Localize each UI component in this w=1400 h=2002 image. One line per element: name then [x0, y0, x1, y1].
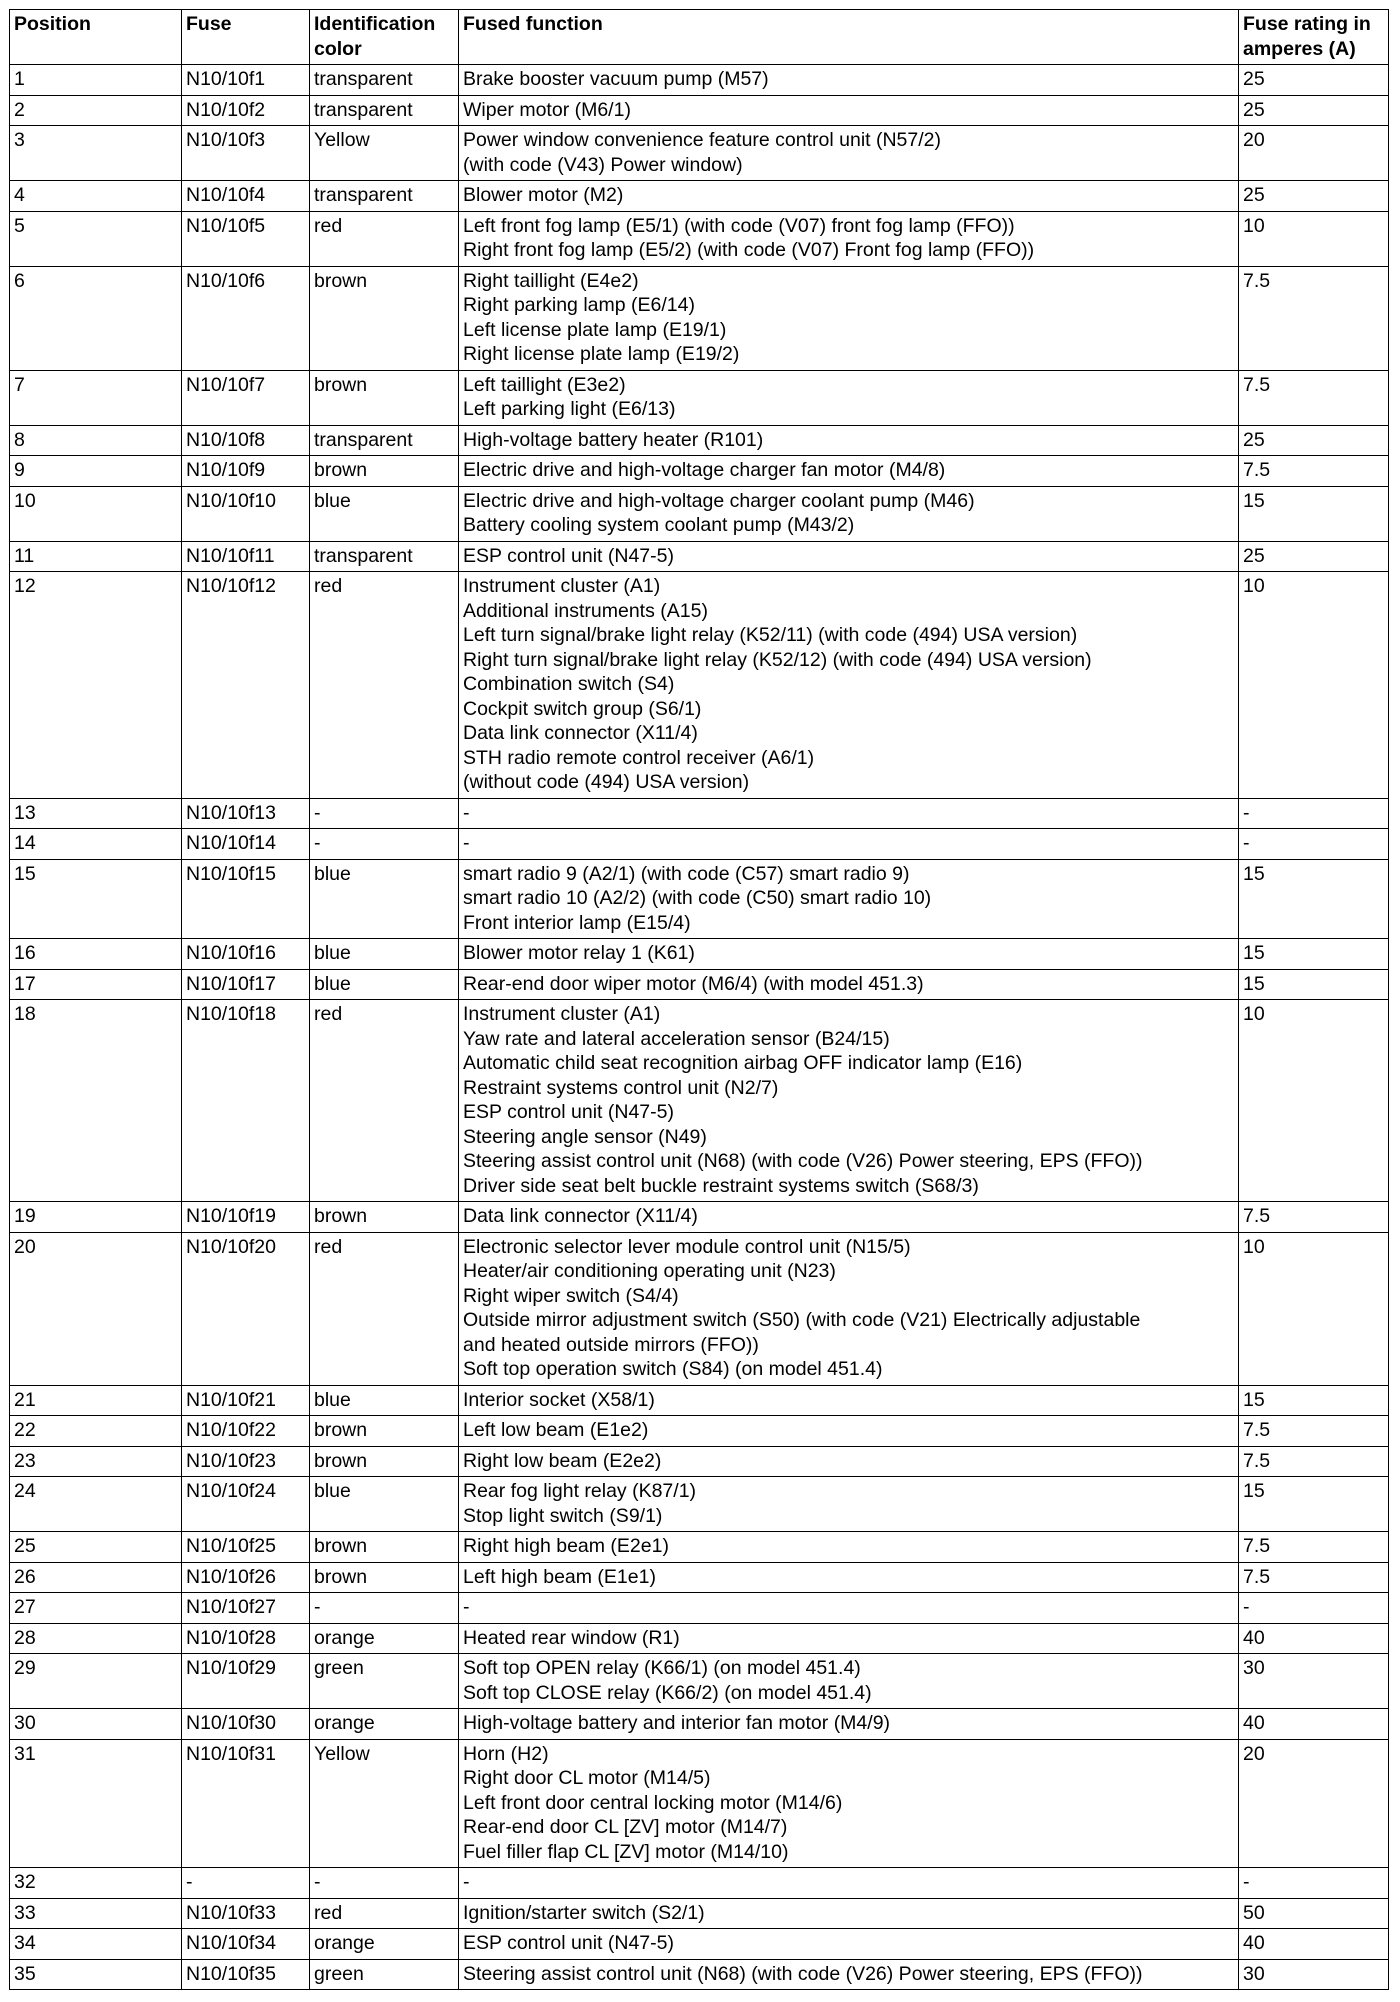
color-cell: -: [310, 829, 459, 860]
position-cell: 23: [10, 1446, 182, 1477]
position-cell: 19: [10, 1202, 182, 1233]
function-line: -: [463, 1596, 470, 1618]
rating-cell: 7.5: [1239, 266, 1389, 370]
function-line: -: [463, 801, 470, 824]
color-cell: blue: [310, 969, 459, 1000]
function-cell: [459, 1739, 1239, 1868]
function-cell: [459, 1898, 1239, 1929]
color-cell: brown: [310, 1446, 459, 1477]
function-line: Electric drive and high-voltage charger coolant pump (M46): [463, 489, 975, 512]
function-line: Left turn signal/brake light relay (K52/11) (with code (494) USA version): [463, 624, 1078, 646]
position-cell: 16: [10, 939, 182, 970]
position-cell: 18: [10, 1000, 182, 1202]
function-cell: [459, 541, 1239, 572]
fuse-cell: N10/10f10: [182, 486, 310, 541]
function-line: Blower motor relay 1 (K61): [463, 942, 695, 964]
function-line: Electronic selector lever module control unit (N15/5): [463, 1235, 911, 1258]
color-cell: transparent: [310, 425, 459, 456]
function-line: Instrument cluster (A1): [463, 575, 661, 597]
color-cell: -: [310, 1593, 459, 1624]
color-cell: green: [310, 1959, 459, 1990]
rating-cell: 7.5: [1239, 1202, 1389, 1233]
function-line: (with code (V43) Power window): [463, 153, 743, 176]
function-line: Interior socket (X58/1): [463, 1388, 655, 1411]
function-line: Cockpit switch group (S6/1): [463, 697, 702, 720]
function-line: (without code (494) USA version): [463, 771, 750, 793]
position-cell: 35: [10, 1959, 182, 1990]
rating-cell: -: [1239, 1593, 1389, 1624]
function-line: Rear-end door CL [ZV] motor (M14/7): [463, 1816, 788, 1838]
function-cell: [459, 1446, 1239, 1477]
rating-cell: 40: [1239, 1709, 1389, 1740]
function-line: Right front fog lamp (E5/2) (with code (V07) Front fog lamp (FFO)): [463, 239, 1035, 261]
table-row: [10, 1929, 1389, 1960]
rating-cell: 15: [1239, 1477, 1389, 1532]
function-cell: [459, 266, 1239, 370]
color-cell: brown: [310, 1416, 459, 1447]
function-line: Right parking lamp (E6/14): [463, 294, 695, 316]
position-cell: 12: [10, 572, 182, 799]
fuse-cell: N10/10f33: [182, 1898, 310, 1929]
function-line: smart radio 10 (A2/2) (with code (C50) smart radio 10): [463, 887, 932, 909]
function-line: High-voltage battery and interior fan motor (M4/9): [463, 1712, 891, 1734]
rating-cell: 25: [1239, 181, 1389, 212]
function-line: Right wiper switch (S4/4): [463, 1284, 679, 1307]
function-line: -: [463, 832, 470, 854]
function-cell: [459, 1477, 1239, 1532]
table-row: [10, 939, 1389, 970]
rating-cell: 10: [1239, 1000, 1389, 1202]
function-line: Data link connector (X11/4): [463, 1205, 698, 1227]
position-cell: 20: [10, 1232, 182, 1385]
position-cell: 31: [10, 1739, 182, 1868]
function-line: Electric drive and high-voltage charger fan motor (M4/8): [463, 459, 946, 481]
function-line: Left low beam (E1e2): [463, 1419, 649, 1441]
function-cell: [459, 859, 1239, 939]
fuse-table: [9, 9, 1389, 1990]
fuse-cell: N10/10f15: [182, 859, 310, 939]
function-cell: [459, 1000, 1239, 1202]
function-line: Left high beam (E1e1): [463, 1565, 656, 1588]
table-row: [10, 1446, 1389, 1477]
function-cell: [459, 939, 1239, 970]
rating-cell: 15: [1239, 486, 1389, 541]
function-cell: [459, 126, 1239, 181]
rating-cell: 50: [1239, 1898, 1389, 1929]
function-cell: [459, 1416, 1239, 1447]
position-cell: 30: [10, 1709, 182, 1740]
color-cell: transparent: [310, 541, 459, 572]
function-cell: [459, 1929, 1239, 1960]
function-line: Front interior lamp (E15/4): [463, 911, 691, 934]
table-row: [10, 969, 1389, 1000]
table-row: [10, 456, 1389, 487]
position-cell: 33: [10, 1898, 182, 1929]
header-fuse-rating: Fuse rating in amperes (A): [1239, 10, 1389, 65]
rating-cell: 7.5: [1239, 456, 1389, 487]
function-cell: [459, 486, 1239, 541]
position-cell: 32: [10, 1868, 182, 1899]
rating-cell: 15: [1239, 859, 1389, 939]
table-row: [10, 370, 1389, 425]
fuse-cell: N10/10f30: [182, 1709, 310, 1740]
color-cell: red: [310, 1000, 459, 1202]
rating-cell: 15: [1239, 969, 1389, 1000]
position-cell: 6: [10, 266, 182, 370]
table-row: [10, 1868, 1389, 1899]
position-cell: 26: [10, 1562, 182, 1593]
function-cell: [459, 181, 1239, 212]
position-cell: 4: [10, 181, 182, 212]
fuse-cell: N10/10f23: [182, 1446, 310, 1477]
function-line: Restraint systems control unit (N2/7): [463, 1076, 779, 1099]
table-row: [10, 211, 1389, 266]
table-row: [10, 1477, 1389, 1532]
fuse-cell: N10/10f27: [182, 1593, 310, 1624]
table-row: [10, 425, 1389, 456]
table-row: [10, 829, 1389, 860]
color-cell: transparent: [310, 181, 459, 212]
position-cell: 21: [10, 1385, 182, 1416]
function-line: Wiper motor (M6/1): [463, 98, 631, 121]
function-cell: [459, 1654, 1239, 1709]
function-line: Automatic child seat recognition airbag OFF indicator lamp (E16): [463, 1052, 1023, 1074]
function-line: -: [463, 1871, 470, 1893]
function-cell: [459, 1532, 1239, 1563]
function-line: Battery cooling system coolant pump (M43/2): [463, 514, 855, 536]
fuse-table-body: [10, 65, 1389, 1990]
color-cell: brown: [310, 370, 459, 425]
function-line: Left license plate lamp (E19/1): [463, 318, 727, 341]
function-line: Power window convenience feature control unit (N57/2): [463, 129, 942, 151]
color-cell: brown: [310, 1532, 459, 1563]
table-row: [10, 1532, 1389, 1563]
position-cell: 11: [10, 541, 182, 572]
position-cell: 24: [10, 1477, 182, 1532]
function-line: Right taillight (E4e2): [463, 269, 639, 292]
function-line: Heater/air conditioning operating unit (N23): [463, 1260, 836, 1282]
rating-cell: 30: [1239, 1959, 1389, 1990]
function-cell: [459, 969, 1239, 1000]
fuse-cell: N10/10f3: [182, 126, 310, 181]
fuse-cell: N10/10f9: [182, 456, 310, 487]
header-fused-function: Fused function: [459, 10, 1239, 65]
function-line: Left front door central locking motor (M14/6): [463, 1791, 843, 1814]
table-row: [10, 798, 1389, 829]
table-row: [10, 1959, 1389, 1990]
function-line: ESP control unit (N47-5): [463, 1101, 674, 1123]
table-row: [10, 1416, 1389, 1447]
rating-cell: 25: [1239, 95, 1389, 126]
rating-cell: 15: [1239, 1385, 1389, 1416]
rating-cell: 7.5: [1239, 1532, 1389, 1563]
function-cell: [459, 1385, 1239, 1416]
color-cell: green: [310, 1654, 459, 1709]
position-cell: 9: [10, 456, 182, 487]
position-cell: 10: [10, 486, 182, 541]
position-cell: 13: [10, 798, 182, 829]
rating-cell: -: [1239, 829, 1389, 860]
fuse-cell: N10/10f25: [182, 1532, 310, 1563]
function-line: Left taillight (E3e2): [463, 373, 626, 396]
fuse-cell: N10/10f11: [182, 541, 310, 572]
color-cell: -: [310, 1868, 459, 1899]
rating-cell: 7.5: [1239, 1562, 1389, 1593]
fuse-cell: N10/10f22: [182, 1416, 310, 1447]
table-row: [10, 1593, 1389, 1624]
function-cell: [459, 572, 1239, 799]
function-line: Right turn signal/brake light relay (K52/12) (with code (494) USA version): [463, 648, 1092, 671]
function-cell: [459, 1232, 1239, 1385]
fuse-cell: N10/10f8: [182, 425, 310, 456]
table-row: [10, 1562, 1389, 1593]
table-row: [10, 1232, 1389, 1385]
rating-cell: 10: [1239, 1232, 1389, 1385]
rating-cell: 7.5: [1239, 1416, 1389, 1447]
fuse-cell: N10/10f20: [182, 1232, 310, 1385]
function-line: Soft top OPEN relay (K66/1) (on model 451.4): [463, 1657, 861, 1679]
function-line: Rear-end door wiper motor (M6/4) (with model 451.3): [463, 972, 924, 995]
function-line: Yaw rate and lateral acceleration sensor (B24/15): [463, 1027, 890, 1050]
function-cell: [459, 1868, 1239, 1899]
color-cell: blue: [310, 486, 459, 541]
color-cell: red: [310, 1898, 459, 1929]
rating-cell: 40: [1239, 1929, 1389, 1960]
fuse-cell: N10/10f16: [182, 939, 310, 970]
function-line: Heated rear window (R1): [463, 1626, 680, 1649]
function-line: Driver side seat belt buckle restraint systems switch (S68/3): [463, 1174, 979, 1197]
rating-cell: 20: [1239, 1739, 1389, 1868]
fuse-cell: -: [182, 1868, 310, 1899]
position-cell: 15: [10, 859, 182, 939]
color-cell: transparent: [310, 95, 459, 126]
function-line: Stop light switch (S9/1): [463, 1504, 663, 1527]
function-cell: [459, 95, 1239, 126]
table-row: [10, 1739, 1389, 1868]
table-row: [10, 181, 1389, 212]
function-line: Outside mirror adjustment switch (S50) (with code (V21) Electrically adjustable: [463, 1309, 1141, 1331]
function-cell: [459, 456, 1239, 487]
position-cell: 7: [10, 370, 182, 425]
function-line: ESP control unit (N47-5): [463, 544, 674, 567]
table-row: [10, 1202, 1389, 1233]
color-cell: brown: [310, 456, 459, 487]
fuse-cell: N10/10f6: [182, 266, 310, 370]
header-position: Position: [10, 10, 182, 65]
function-line: STH radio remote control receiver (A6/1): [463, 746, 815, 769]
rating-cell: 7.5: [1239, 370, 1389, 425]
function-cell: [459, 829, 1239, 860]
color-cell: Yellow: [310, 1739, 459, 1868]
position-cell: 8: [10, 425, 182, 456]
fuse-cell: N10/10f31: [182, 1739, 310, 1868]
function-line: Combination switch (S4): [463, 673, 675, 695]
function-line: Steering assist control unit (N68) (with code (V26) Power steering, EPS (FFO)): [463, 1150, 1143, 1172]
position-cell: 28: [10, 1623, 182, 1654]
table-row: [10, 859, 1389, 939]
rating-cell: 20: [1239, 126, 1389, 181]
fuse-cell: N10/10f28: [182, 1623, 310, 1654]
function-cell: [459, 798, 1239, 829]
function-line: Horn (H2): [463, 1742, 549, 1765]
function-cell: [459, 1562, 1239, 1593]
position-cell: 29: [10, 1654, 182, 1709]
color-cell: blue: [310, 859, 459, 939]
function-line: Ignition/starter switch (S2/1): [463, 1901, 705, 1924]
color-cell: Yellow: [310, 126, 459, 181]
function-line: Left parking light (E6/13): [463, 398, 676, 420]
rating-cell: -: [1239, 798, 1389, 829]
fuse-cell: N10/10f12: [182, 572, 310, 799]
rating-cell: 25: [1239, 425, 1389, 456]
color-cell: blue: [310, 1477, 459, 1532]
fuse-cell: N10/10f14: [182, 829, 310, 860]
position-cell: 25: [10, 1532, 182, 1563]
fuse-cell: N10/10f17: [182, 969, 310, 1000]
function-line: Brake booster vacuum pump (M57): [463, 68, 769, 90]
fuse-cell: N10/10f13: [182, 798, 310, 829]
color-cell: brown: [310, 266, 459, 370]
function-line: Right license plate lamp (E19/2): [463, 343, 740, 365]
fuse-cell: N10/10f24: [182, 1477, 310, 1532]
fuse-cell: N10/10f18: [182, 1000, 310, 1202]
function-cell: [459, 370, 1239, 425]
function-cell: [459, 1623, 1239, 1654]
position-cell: 1: [10, 65, 182, 96]
position-cell: 14: [10, 829, 182, 860]
fuse-cell: N10/10f4: [182, 181, 310, 212]
rating-cell: 7.5: [1239, 1446, 1389, 1477]
position-cell: 5: [10, 211, 182, 266]
fuse-cell: N10/10f19: [182, 1202, 310, 1233]
fuse-cell: N10/10f7: [182, 370, 310, 425]
fuse-cell: N10/10f26: [182, 1562, 310, 1593]
function-line: Soft top operation switch (S84) (on model 451.4): [463, 1358, 883, 1380]
fuse-cell: N10/10f35: [182, 1959, 310, 1990]
color-cell: red: [310, 1232, 459, 1385]
fuse-cell: N10/10f1: [182, 65, 310, 96]
function-line: Steering angle sensor (N49): [463, 1125, 707, 1148]
rating-cell: 10: [1239, 211, 1389, 266]
header-row: [10, 10, 1389, 65]
fuse-cell: N10/10f21: [182, 1385, 310, 1416]
position-cell: 27: [10, 1593, 182, 1624]
rating-cell: 30: [1239, 1654, 1389, 1709]
function-line: smart radio 9 (A2/1) (with code (C57) smart radio 9): [463, 862, 910, 885]
function-cell: [459, 1593, 1239, 1624]
function-line: Fuel filler flap CL [ZV] motor (M14/10): [463, 1840, 789, 1863]
table-row: [10, 65, 1389, 96]
function-line: Right door CL motor (M14/5): [463, 1767, 711, 1789]
color-cell: orange: [310, 1623, 459, 1654]
position-cell: 2: [10, 95, 182, 126]
function-cell: [459, 1202, 1239, 1233]
fuse-cell: N10/10f2: [182, 95, 310, 126]
function-line: Left front fog lamp (E5/1) (with code (V07) front fog lamp (FFO)): [463, 214, 1015, 237]
color-cell: blue: [310, 939, 459, 970]
position-cell: 22: [10, 1416, 182, 1447]
fuse-cell: N10/10f29: [182, 1654, 310, 1709]
table-row: [10, 572, 1389, 799]
table-row: [10, 95, 1389, 126]
rating-cell: 10: [1239, 572, 1389, 799]
table-row: [10, 266, 1389, 370]
position-cell: 34: [10, 1929, 182, 1960]
function-line: Rear fog light relay (K87/1): [463, 1480, 697, 1502]
header-fuse: Fuse: [182, 10, 310, 65]
function-line: Soft top CLOSE relay (K66/2) (on model 451.4): [463, 1681, 872, 1704]
color-cell: blue: [310, 1385, 459, 1416]
function-line: ESP control unit (N47-5): [463, 1932, 674, 1954]
function-cell: [459, 1709, 1239, 1740]
fuse-cell: N10/10f5: [182, 211, 310, 266]
table-row: [10, 1898, 1389, 1929]
color-cell: brown: [310, 1202, 459, 1233]
table-row: [10, 1623, 1389, 1654]
color-cell: brown: [310, 1562, 459, 1593]
color-cell: orange: [310, 1929, 459, 1960]
color-cell: orange: [310, 1709, 459, 1740]
function-line: Right high beam (E2e1): [463, 1535, 669, 1557]
header-identification-color: Identification color: [310, 10, 459, 65]
table-row: [10, 486, 1389, 541]
table-row: [10, 541, 1389, 572]
table-row: [10, 1385, 1389, 1416]
table-row: [10, 1654, 1389, 1709]
function-cell: [459, 65, 1239, 96]
function-cell: [459, 425, 1239, 456]
rating-cell: 15: [1239, 939, 1389, 970]
color-cell: red: [310, 572, 459, 799]
rating-cell: -: [1239, 1868, 1389, 1899]
position-cell: 17: [10, 969, 182, 1000]
function-line: Steering assist control unit (N68) (with code (V26) Power steering, EPS (FFO)): [463, 1962, 1143, 1985]
table-row: [10, 1000, 1389, 1202]
table-row: [10, 1709, 1389, 1740]
color-cell: transparent: [310, 65, 459, 96]
fuse-cell: N10/10f34: [182, 1929, 310, 1960]
function-cell: [459, 1959, 1239, 1990]
rating-cell: 25: [1239, 541, 1389, 572]
function-line: High-voltage battery heater (R101): [463, 428, 764, 451]
rating-cell: 25: [1239, 65, 1389, 96]
color-cell: red: [310, 211, 459, 266]
table-row: [10, 126, 1389, 181]
function-line: Instrument cluster (A1): [463, 1003, 661, 1025]
function-line: Data link connector (X11/4): [463, 722, 698, 744]
rating-cell: 40: [1239, 1623, 1389, 1654]
function-line: and heated outside mirrors (FFO)): [463, 1333, 759, 1356]
color-cell: -: [310, 798, 459, 829]
position-cell: 3: [10, 126, 182, 181]
function-cell: [459, 211, 1239, 266]
function-line: Right low beam (E2e2): [463, 1449, 662, 1472]
function-line: Blower motor (M2): [463, 184, 624, 206]
function-line: Additional instruments (A15): [463, 599, 708, 622]
